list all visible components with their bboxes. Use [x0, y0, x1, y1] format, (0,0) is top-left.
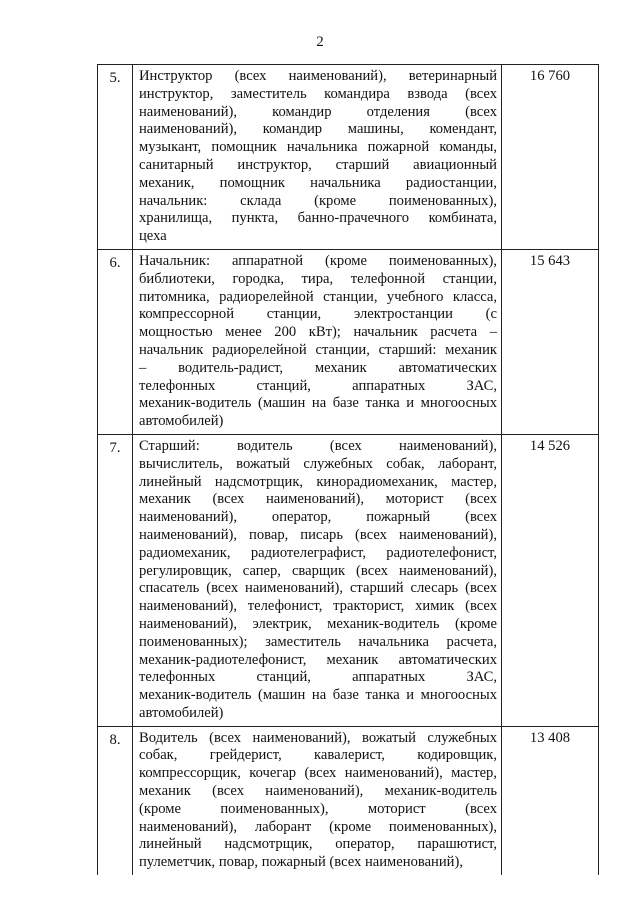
text-line: линейный надсмотрщик, оператор, парашютист,	[139, 836, 497, 853]
text-line: Водитель (всех наименований), вожатый служебных	[139, 729, 497, 746]
text-line: мощностью менее 200 кВт); начальник расчета –	[139, 324, 497, 341]
salary-amount: 16 760	[502, 65, 599, 250]
text-line: пулеметчик, повар, пожарный (всех наименований),	[139, 854, 463, 871]
text-line: компрессорной станции, электростанции (с	[139, 306, 497, 323]
text-line: механик-водитель (машин на базе танка и многоосных	[139, 687, 497, 704]
position-list	[133, 434, 502, 726]
text-line: автомобилей)	[139, 704, 224, 721]
text-line: автомобилей)	[139, 413, 224, 430]
text-line: наименований), электрик, механик-водитель (кроме	[139, 615, 497, 632]
text-line: начальник радиорелейной станции, старший: механик	[139, 341, 497, 358]
text-line: начальник: склада (кроме поименованных),	[139, 192, 497, 209]
text-line: наименований), лаборант (кроме поименованных),	[139, 818, 497, 835]
text-line: радиомеханик, радиотелеграфист, радиотелефонист,	[139, 544, 497, 561]
table-row	[98, 434, 599, 726]
row-number: 5.	[98, 65, 133, 250]
text-line: телефонных станций, аппаратных ЗАС,	[139, 377, 497, 394]
text-line: инструктор, заместитель командира взвода (всех	[139, 85, 497, 102]
text-line: наименований), телефонист, тракторист, химик (всех	[139, 598, 497, 615]
text-line: хранилища, пункта, банно-прачечного комбината,	[139, 210, 497, 227]
row-number: 6.	[98, 249, 133, 434]
text-line: механик (всех наименований), механик-водитель	[139, 783, 497, 800]
text-line: Начальник: аппаратной (кроме поименованных),	[139, 252, 497, 269]
table-row	[98, 726, 599, 875]
salary-table	[97, 64, 599, 875]
text-line: – водитель-радист, механик автоматических	[139, 359, 497, 376]
text-line: механик-водитель (машин на базе танка и многоосных	[139, 395, 497, 412]
text-line: поименованных); заместитель начальника расчета,	[139, 633, 497, 650]
text-line: собак, грейдерист, кавалерист, кодировщик,	[139, 747, 497, 764]
text-line: Инструктор (всех наименований), ветеринарный	[139, 68, 497, 84]
text-line: наименований), оператор, пожарный (всех	[139, 509, 497, 526]
text-line: наименований), повар, писарь (всех наименований),	[139, 526, 497, 543]
text-line: питомника, радиорелейной станции, учебного класса,	[139, 288, 497, 305]
text-line: музыкант, помощник начальника пожарной команды,	[139, 139, 497, 156]
text-line: цеха	[139, 228, 167, 245]
text-line: телефонных станций, аппаратных ЗАС,	[139, 669, 497, 686]
salary-amount: 13 408	[502, 726, 599, 875]
position-list	[133, 726, 502, 875]
text-line: механик (всех наименований), моторист (всех	[139, 491, 497, 508]
text-line: (кроме поименованных), моторист (всех	[139, 800, 497, 817]
text-line: Старший: водитель (всех наименований),	[139, 437, 497, 454]
page-number: 2	[316, 34, 324, 50]
salary-amount: 15 643	[502, 249, 599, 434]
text-line: компрессорщик, кочегар (всех наименований), мастер,	[139, 765, 497, 782]
text-line: спасатель (всех наименований), старший слесарь (всех	[139, 580, 497, 597]
table-row	[98, 65, 599, 250]
text-line: наименований), командир машины, комендант,	[139, 121, 497, 138]
row-number: 8.	[98, 726, 133, 875]
text-line: библиотеки, городка, тира, телефонной станции,	[139, 270, 497, 287]
position-list	[133, 65, 502, 250]
text-line: механик-радиотелефонист, механик автоматических	[139, 651, 497, 668]
text-line: линейный надсмотрщик, кинорадиомеханик, мастер,	[139, 473, 497, 490]
text-line: механик, помощник начальника радиостанции,	[139, 174, 497, 191]
text-line: регулировщик, сапер, сварщик (всех наименований),	[139, 562, 497, 579]
table-row	[98, 249, 599, 434]
salary-amount: 14 526	[502, 434, 599, 726]
position-list	[133, 249, 502, 434]
row-number: 7.	[98, 434, 133, 726]
text-line: наименований), командир отделения (всех	[139, 103, 497, 120]
text-line: санитарный инструктор, старший авиационный	[139, 156, 497, 173]
text-line: вычислитель, вожатый служебных собак, лаборант,	[139, 455, 497, 472]
